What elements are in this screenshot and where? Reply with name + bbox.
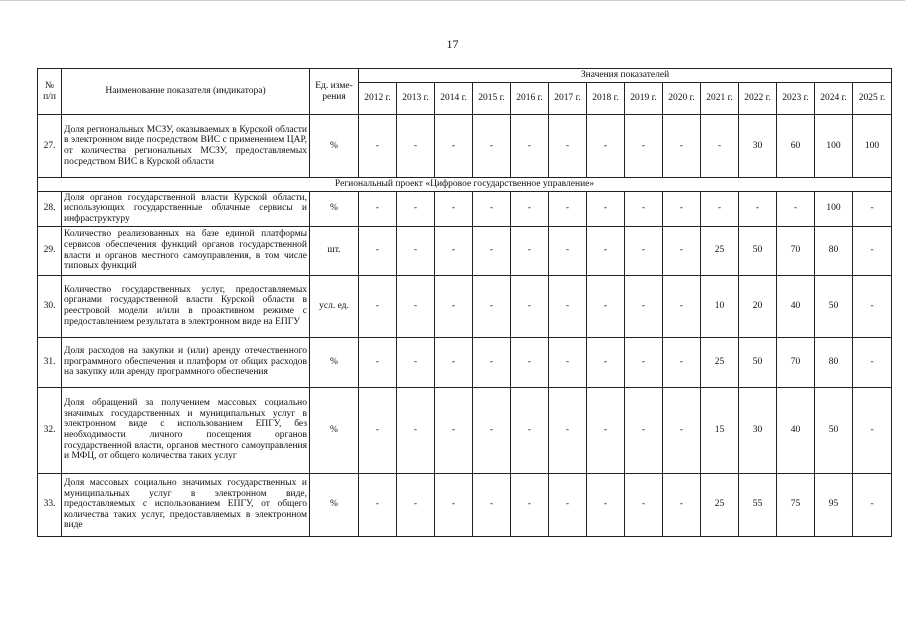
value-cell: - bbox=[587, 115, 625, 178]
value-cell: - bbox=[397, 473, 435, 536]
row-number: 29. bbox=[38, 226, 62, 275]
value-cell: - bbox=[359, 337, 397, 387]
value-cell: - bbox=[549, 275, 587, 337]
indicator-name: Доля обращений за получением массовых социально значимых государственных и муниципальных услуг в электронном виде с использованием ЕПГУ, без необходимости личного посещения органов государственной власти, органов местного самоуправления и МФЦ, от общего количества таких услуг bbox=[62, 387, 310, 473]
value-cell: - bbox=[397, 275, 435, 337]
value-cell: - bbox=[473, 473, 511, 536]
value-cell: - bbox=[625, 337, 663, 387]
value-cell: - bbox=[663, 191, 701, 226]
value-cell: - bbox=[435, 191, 473, 226]
unit-cell: % bbox=[310, 115, 359, 178]
value-cell: 40 bbox=[777, 275, 815, 337]
value-cell: - bbox=[549, 473, 587, 536]
value-cell: - bbox=[549, 115, 587, 178]
value-cell: 15 bbox=[701, 387, 739, 473]
value-cell: - bbox=[663, 115, 701, 178]
row-number: 33. bbox=[38, 473, 62, 536]
header-year: 2019 г. bbox=[625, 83, 663, 115]
value-cell: - bbox=[359, 473, 397, 536]
top-rule bbox=[0, 0, 905, 1]
value-cell: - bbox=[511, 337, 549, 387]
header-year: 2018 г. bbox=[587, 83, 625, 115]
value-cell: - bbox=[549, 337, 587, 387]
value-cell: - bbox=[625, 275, 663, 337]
header-year: 2023 г. bbox=[777, 83, 815, 115]
table-row bbox=[38, 337, 892, 387]
value-cell: - bbox=[473, 191, 511, 226]
value-cell: 20 bbox=[739, 275, 777, 337]
header-year: 2024 г. bbox=[815, 83, 853, 115]
indicator-name: Доля органов государственной власти Курской области, использующих государственные облачные сервисы и инфраструктуру bbox=[62, 191, 310, 226]
value-cell: 30 bbox=[739, 387, 777, 473]
table-row bbox=[38, 387, 892, 473]
value-cell: - bbox=[625, 226, 663, 275]
indicator-name: Количество государственных услуг, предоставляемых органами государственной власти Курской области в реестровой модели и/или в проактивном режиме с предоставлением результата в электронном виде на ЕПГУ bbox=[62, 275, 310, 337]
value-cell: - bbox=[511, 473, 549, 536]
value-cell: - bbox=[625, 115, 663, 178]
value-cell: - bbox=[397, 115, 435, 178]
header-year: 2016 г. bbox=[511, 83, 549, 115]
header-unit: Ед. изме-рения bbox=[310, 69, 359, 115]
row-number: 28. bbox=[38, 191, 62, 226]
header-year: 2025 г. bbox=[853, 83, 892, 115]
value-cell: 40 bbox=[777, 387, 815, 473]
value-cell: 50 bbox=[739, 337, 777, 387]
value-cell: - bbox=[359, 226, 397, 275]
indicator-name: Доля расходов на закупки и (или) аренду отечественного программного обеспечения и платформ от общих расходов на закупку или аренду программного обеспечения bbox=[62, 337, 310, 387]
table-row bbox=[38, 275, 892, 337]
value-cell: - bbox=[397, 337, 435, 387]
value-cell: 10 bbox=[701, 275, 739, 337]
value-cell: - bbox=[359, 191, 397, 226]
unit-cell: шт. bbox=[310, 226, 359, 275]
header-values: Значения показателей bbox=[359, 69, 892, 83]
value-cell: - bbox=[435, 226, 473, 275]
value-cell: 25 bbox=[701, 226, 739, 275]
header-year: 2012 г. bbox=[359, 83, 397, 115]
value-cell: 60 bbox=[777, 115, 815, 178]
value-cell: - bbox=[473, 226, 511, 275]
value-cell: - bbox=[435, 275, 473, 337]
unit-cell: % bbox=[310, 387, 359, 473]
indicator-name: Количество реализованных на базе единой платформы сервисов обеспечения функций органов государственной власти и органов местного самоуправления, в том числе типовых функций bbox=[62, 226, 310, 275]
value-cell: - bbox=[587, 387, 625, 473]
value-cell: - bbox=[663, 275, 701, 337]
unit-cell: усл. ед. bbox=[310, 275, 359, 337]
unit-cell: % bbox=[310, 473, 359, 536]
value-cell: - bbox=[473, 387, 511, 473]
value-cell: - bbox=[587, 191, 625, 226]
section-row bbox=[38, 178, 892, 192]
value-cell: - bbox=[663, 473, 701, 536]
value-cell: - bbox=[397, 387, 435, 473]
value-cell: - bbox=[549, 387, 587, 473]
value-cell: - bbox=[853, 387, 892, 473]
value-cell: 70 bbox=[777, 337, 815, 387]
value-cell: 80 bbox=[815, 226, 853, 275]
indicator-name: Доля массовых социально значимых государственных и муниципальных услуг в электронном виде, предоставляемых с использованием ЕПГУ, от общего количества таких услуг, предоставляемых в электронном виде bbox=[62, 473, 310, 536]
value-cell: - bbox=[549, 226, 587, 275]
value-cell: - bbox=[511, 191, 549, 226]
row-number: 32. bbox=[38, 387, 62, 473]
value-cell: - bbox=[473, 275, 511, 337]
table-row bbox=[38, 226, 892, 275]
header-num: № п/п bbox=[38, 69, 62, 115]
value-cell: 95 bbox=[815, 473, 853, 536]
value-cell: - bbox=[625, 473, 663, 536]
value-cell: 30 bbox=[739, 115, 777, 178]
value-cell: - bbox=[701, 115, 739, 178]
value-cell: 55 bbox=[739, 473, 777, 536]
row-number: 31. bbox=[38, 337, 62, 387]
indicator-name: Доля региональных МСЗУ, оказываемых в Курской области в электронном виде посредством ВИС с применением ЦАР, от количества региональных МСЗУ, предоставляемых посредством ВИС в Курской области bbox=[62, 115, 310, 178]
value-cell: - bbox=[397, 226, 435, 275]
value-cell: - bbox=[701, 191, 739, 226]
value-cell: 70 bbox=[777, 226, 815, 275]
value-cell: - bbox=[397, 191, 435, 226]
table-row bbox=[38, 191, 892, 226]
value-cell: - bbox=[435, 115, 473, 178]
value-cell: 75 bbox=[777, 473, 815, 536]
value-cell: - bbox=[853, 226, 892, 275]
value-cell: 25 bbox=[701, 473, 739, 536]
value-cell: 25 bbox=[701, 337, 739, 387]
value-cell: 100 bbox=[815, 191, 853, 226]
row-number: 30. bbox=[38, 275, 62, 337]
value-cell: - bbox=[663, 226, 701, 275]
value-cell: - bbox=[587, 226, 625, 275]
header-year: 2017 г. bbox=[549, 83, 587, 115]
value-cell: - bbox=[663, 337, 701, 387]
value-cell: - bbox=[587, 337, 625, 387]
value-cell: - bbox=[511, 387, 549, 473]
value-cell: - bbox=[853, 275, 892, 337]
value-cell: - bbox=[473, 115, 511, 178]
table-body bbox=[38, 115, 892, 537]
header-year: 2021 г. bbox=[701, 83, 739, 115]
header-year: 2015 г. bbox=[473, 83, 511, 115]
header-name: Наименование показателя (индикатора) bbox=[62, 69, 310, 115]
value-cell: - bbox=[549, 191, 587, 226]
table-row bbox=[38, 115, 892, 178]
header-year: 2022 г. bbox=[739, 83, 777, 115]
page-number: 17 bbox=[446, 37, 459, 51]
indicators-table bbox=[37, 68, 892, 537]
row-number: 27. bbox=[38, 115, 62, 178]
header-year: 2014 г. bbox=[435, 83, 473, 115]
header-year: 2020 г. bbox=[663, 83, 701, 115]
value-cell: - bbox=[853, 337, 892, 387]
value-cell: 100 bbox=[853, 115, 892, 178]
value-cell: 100 bbox=[815, 115, 853, 178]
value-cell: - bbox=[511, 275, 549, 337]
value-cell: - bbox=[625, 387, 663, 473]
value-cell: - bbox=[587, 275, 625, 337]
value-cell: - bbox=[359, 275, 397, 337]
value-cell: - bbox=[473, 337, 511, 387]
value-cell: 50 bbox=[739, 226, 777, 275]
value-cell: - bbox=[511, 226, 549, 275]
value-cell: - bbox=[587, 473, 625, 536]
value-cell: - bbox=[511, 115, 549, 178]
value-cell: 80 bbox=[815, 337, 853, 387]
value-cell: - bbox=[777, 191, 815, 226]
value-cell: - bbox=[435, 387, 473, 473]
value-cell: 50 bbox=[815, 387, 853, 473]
value-cell: - bbox=[359, 115, 397, 178]
section-title: Региональный проект «Цифровое государственное управление» bbox=[38, 178, 892, 192]
header-year: 2013 г. bbox=[397, 83, 435, 115]
value-cell: - bbox=[663, 387, 701, 473]
unit-cell: % bbox=[310, 337, 359, 387]
value-cell: - bbox=[853, 191, 892, 226]
unit-cell: % bbox=[310, 191, 359, 226]
value-cell: - bbox=[359, 387, 397, 473]
value-cell: - bbox=[739, 191, 777, 226]
value-cell: 50 bbox=[815, 275, 853, 337]
table-row bbox=[38, 473, 892, 536]
value-cell: - bbox=[435, 473, 473, 536]
value-cell: - bbox=[853, 473, 892, 536]
value-cell: - bbox=[625, 191, 663, 226]
value-cell: - bbox=[435, 337, 473, 387]
